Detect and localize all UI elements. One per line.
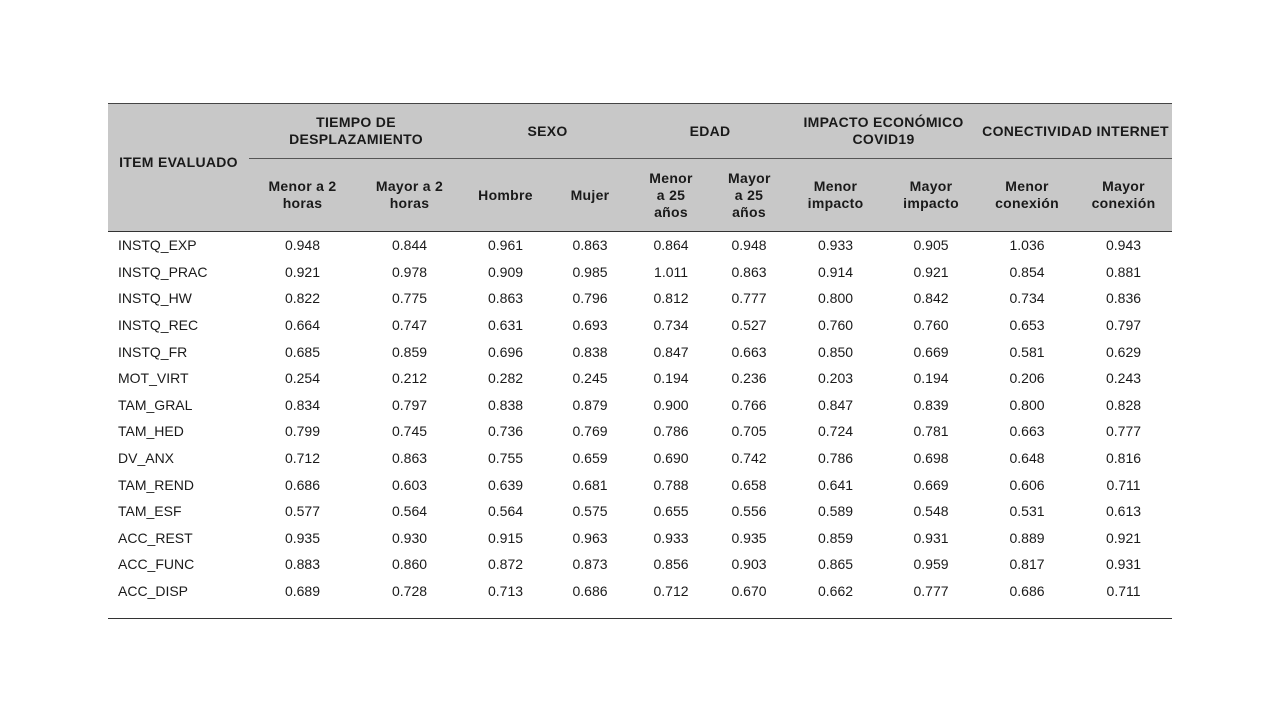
spacer-cell [463, 604, 548, 619]
value-cell: 0.203 [818, 370, 854, 387]
value-cell: 0.914 [818, 263, 854, 280]
spacer-cell [548, 604, 632, 619]
value-cell: 0.838 [572, 343, 608, 360]
value-cell: 0.631 [487, 317, 524, 334]
subheader-mayor-2-horas: Mayor a 2 horas [356, 159, 463, 232]
value-cell: 0.689 [284, 583, 321, 600]
value-cell: 0.693 [572, 317, 608, 334]
value-cell: 0.828 [1106, 396, 1142, 413]
value-cell: 0.881 [1106, 263, 1142, 280]
value-cell: 0.670 [731, 583, 767, 600]
spacer-cell [1075, 604, 1172, 619]
item-name-cell: MOT_VIRT [118, 370, 189, 387]
value-cell: 0.872 [487, 556, 524, 573]
value-cell: 0.905 [913, 237, 949, 254]
value-cell: 0.698 [913, 450, 949, 467]
table-row [108, 551, 1172, 578]
value-cell: 0.742 [731, 450, 767, 467]
value-cell: 0.921 [1106, 529, 1142, 546]
value-cell: 0.548 [913, 503, 949, 520]
value-cell: 0.245 [572, 370, 608, 387]
item-name-cell: ACC_DISP [118, 583, 189, 600]
item-name-cell: INSTQ_PRAC [118, 263, 208, 280]
table-row [108, 259, 1172, 286]
value-cell: 0.838 [487, 396, 524, 413]
value-cell: 0.556 [731, 503, 767, 520]
results-table [108, 103, 1172, 619]
table-row [108, 445, 1172, 472]
item-name-cell: TAM_ESF [118, 503, 182, 520]
value-cell: 0.921 [284, 263, 321, 280]
value-cell: 0.613 [1106, 503, 1142, 520]
value-cell: 0.662 [818, 583, 854, 600]
value-cell: 0.581 [1009, 343, 1045, 360]
item-name-cell: INSTQ_HW [118, 290, 192, 307]
value-cell: 0.863 [731, 263, 767, 280]
value-cell: 0.659 [572, 450, 608, 467]
value-cell: 0.935 [284, 529, 321, 546]
table-row [108, 365, 1172, 392]
subheader-hombre: Hombre [463, 159, 548, 232]
value-cell: 0.903 [731, 556, 767, 573]
value-cell: 0.822 [284, 290, 321, 307]
value-cell: 0.724 [818, 423, 854, 440]
value-cell: 0.653 [1009, 317, 1045, 334]
value-cell: 0.686 [572, 583, 608, 600]
subheader-menor-conexion: Menor conexión [979, 159, 1075, 232]
group-header-conectividad: CONECTIVIDAD INTERNET [979, 104, 1172, 159]
value-cell: 0.859 [818, 529, 854, 546]
value-cell: 0.669 [913, 343, 949, 360]
table-row [108, 312, 1172, 339]
item-name-cell: ACC_FUNC [118, 556, 195, 573]
value-cell: 0.589 [818, 503, 854, 520]
value-cell: 0.777 [1106, 423, 1142, 440]
item-name-cell: DV_ANX [118, 450, 175, 467]
value-cell: 0.883 [284, 556, 321, 573]
item-name-cell: TAM_GRAL [118, 396, 193, 413]
value-cell: 0.734 [1009, 290, 1045, 307]
value-cell: 0.777 [731, 290, 767, 307]
results-table-container [108, 103, 1172, 619]
value-cell: 0.575 [572, 503, 608, 520]
table-row [108, 471, 1172, 498]
value-cell: 0.755 [487, 450, 524, 467]
value-cell: 0.696 [487, 343, 524, 360]
value-cell: 0.943 [1106, 237, 1142, 254]
table-row [108, 418, 1172, 445]
value-cell: 0.760 [913, 317, 949, 334]
value-cell: 0.786 [653, 423, 689, 440]
value-cell: 0.788 [653, 476, 689, 493]
value-cell: 0.800 [1009, 396, 1045, 413]
item-name-cell: TAM_REND [118, 476, 194, 493]
value-cell: 0.863 [572, 237, 608, 254]
value-cell: 0.933 [653, 529, 689, 546]
value-cell: 0.985 [572, 263, 608, 280]
value-cell: 0.796 [572, 290, 608, 307]
value-cell: 0.844 [391, 237, 428, 254]
value-cell: 0.254 [284, 370, 321, 387]
item-name-cell: INSTQ_EXP [118, 237, 197, 254]
value-cell: 0.860 [391, 556, 428, 573]
value-cell: 0.686 [1009, 583, 1045, 600]
value-cell: 0.930 [391, 529, 428, 546]
value-cell: 0.606 [1009, 476, 1045, 493]
value-cell: 0.705 [731, 423, 767, 440]
value-cell: 0.577 [284, 503, 321, 520]
subheader-menor-2-horas: Menor a 2 horas [249, 159, 356, 232]
value-cell: 0.775 [391, 290, 428, 307]
item-header: ITEM EVALUADO [108, 104, 249, 232]
value-cell: 0.816 [1106, 450, 1142, 467]
value-cell: 0.711 [1106, 476, 1141, 493]
value-cell: 0.282 [487, 370, 524, 387]
value-cell: 0.847 [818, 396, 854, 413]
item-name-cell: TAM_HED [118, 423, 184, 440]
value-cell: 0.648 [1009, 450, 1045, 467]
spacer-cell [788, 604, 883, 619]
value-cell: 0.527 [731, 317, 767, 334]
value-cell: 0.933 [818, 237, 854, 254]
table-row [108, 392, 1172, 419]
table-row [108, 578, 1172, 605]
value-cell: 0.963 [572, 529, 608, 546]
value-cell: 0.799 [284, 423, 321, 440]
value-cell: 0.921 [913, 263, 949, 280]
value-cell: 0.690 [653, 450, 689, 467]
value-cell: 0.603 [391, 476, 428, 493]
value-cell: 0.859 [391, 343, 428, 360]
value-cell: 0.728 [391, 583, 428, 600]
value-cell: 0.686 [284, 476, 321, 493]
value-cell: 0.948 [284, 237, 321, 254]
table-bottom-spacer [108, 604, 1172, 619]
value-cell: 0.935 [731, 529, 767, 546]
table-row [108, 285, 1172, 312]
subheader-mayor-25: Mayor a 25 años [710, 159, 788, 232]
value-cell: 0.663 [731, 343, 767, 360]
value-cell: 0.873 [572, 556, 608, 573]
spacer-cell [632, 604, 710, 619]
subheader-mujer: Mujer [548, 159, 632, 232]
value-cell: 0.856 [653, 556, 689, 573]
value-cell: 0.194 [653, 370, 689, 387]
value-cell: 0.961 [487, 237, 524, 254]
value-cell: 0.909 [487, 263, 524, 280]
value-cell: 0.900 [653, 396, 689, 413]
value-cell: 0.736 [487, 423, 524, 440]
table-row [108, 498, 1172, 525]
value-cell: 0.655 [653, 503, 689, 520]
value-cell: 0.786 [818, 450, 854, 467]
value-cell: 0.864 [653, 237, 689, 254]
value-cell: 0.212 [391, 370, 428, 387]
value-cell: 0.206 [1009, 370, 1045, 387]
value-cell: 0.889 [1009, 529, 1045, 546]
value-cell: 0.663 [1009, 423, 1045, 440]
table-row [108, 338, 1172, 365]
value-cell: 0.839 [913, 396, 949, 413]
value-cell: 0.713 [487, 583, 524, 600]
value-cell: 0.664 [284, 317, 321, 334]
spacer-cell [249, 604, 356, 619]
spacer-cell [710, 604, 788, 619]
value-cell: 0.766 [731, 396, 767, 413]
value-cell: 0.978 [391, 263, 428, 280]
spacer-cell [883, 604, 979, 619]
value-cell: 0.797 [1106, 317, 1142, 334]
value-cell: 0.734 [653, 317, 689, 334]
value-cell: 0.842 [913, 290, 949, 307]
value-cell: 0.711 [1106, 583, 1141, 600]
table-row [108, 232, 1172, 259]
value-cell: 0.812 [653, 290, 689, 307]
value-cell: 0.194 [913, 370, 949, 387]
value-cell: 0.745 [391, 423, 428, 440]
value-cell: 0.243 [1106, 370, 1142, 387]
value-cell: 0.629 [1106, 343, 1142, 360]
value-cell: 0.639 [487, 476, 524, 493]
value-cell: 0.834 [284, 396, 321, 413]
spacer-cell [108, 604, 249, 619]
group-header-sexo: SEXO [463, 104, 632, 159]
value-cell: 0.236 [731, 370, 767, 387]
value-cell: 1.036 [1009, 237, 1045, 254]
value-cell: 0.760 [818, 317, 854, 334]
value-cell: 0.669 [913, 476, 949, 493]
value-cell: 0.800 [818, 290, 854, 307]
spacer-cell [356, 604, 463, 619]
value-cell: 0.641 [818, 476, 854, 493]
item-name-cell: INSTQ_FR [118, 343, 188, 360]
value-cell: 0.854 [1009, 263, 1045, 280]
subheader-mayor-impacto: Mayor impacto [883, 159, 979, 232]
value-cell: 0.685 [284, 343, 321, 360]
subheader-mayor-conexion: Mayor conexión [1075, 159, 1172, 232]
value-cell: 0.931 [1106, 556, 1142, 573]
item-name-cell: ACC_REST [118, 529, 193, 546]
value-cell: 0.781 [913, 423, 949, 440]
value-cell: 0.531 [1009, 503, 1045, 520]
value-cell: 0.797 [391, 396, 428, 413]
value-cell: 0.865 [818, 556, 854, 573]
table-body [108, 232, 1172, 619]
value-cell: 0.564 [487, 503, 524, 520]
table-row [108, 525, 1172, 552]
value-cell: 0.948 [731, 237, 767, 254]
group-header-desplazamiento: TIEMPO DE DESPLAZAMIENTO [249, 104, 463, 159]
subheader-menor-impacto: Menor impacto [788, 159, 883, 232]
subheader-menor-25: Menor a 25 años [632, 159, 710, 232]
value-cell: 0.847 [653, 343, 689, 360]
value-cell: 0.747 [391, 317, 428, 334]
value-cell: 0.959 [913, 556, 949, 573]
value-cell: 0.681 [572, 476, 608, 493]
value-cell: 1.011 [654, 263, 689, 280]
value-cell: 0.658 [731, 476, 767, 493]
value-cell: 0.817 [1009, 556, 1045, 573]
value-cell: 0.836 [1106, 290, 1142, 307]
value-cell: 0.850 [818, 343, 854, 360]
value-cell: 0.712 [653, 583, 689, 600]
value-cell: 0.564 [391, 503, 428, 520]
value-cell: 0.769 [572, 423, 608, 440]
value-cell: 0.915 [487, 529, 524, 546]
value-cell: 0.712 [284, 450, 321, 467]
group-header-impacto: IMPACTO ECONÓMICO COVID19 [788, 104, 979, 159]
value-cell: 0.863 [487, 290, 524, 307]
table-header [108, 104, 1172, 232]
value-cell: 0.863 [391, 450, 428, 467]
value-cell: 0.777 [913, 583, 949, 600]
value-cell: 0.879 [572, 396, 608, 413]
spacer-cell [979, 604, 1075, 619]
value-cell: 0.931 [913, 529, 949, 546]
group-header-edad: EDAD [632, 104, 788, 159]
item-name-cell: INSTQ_REC [118, 317, 199, 334]
